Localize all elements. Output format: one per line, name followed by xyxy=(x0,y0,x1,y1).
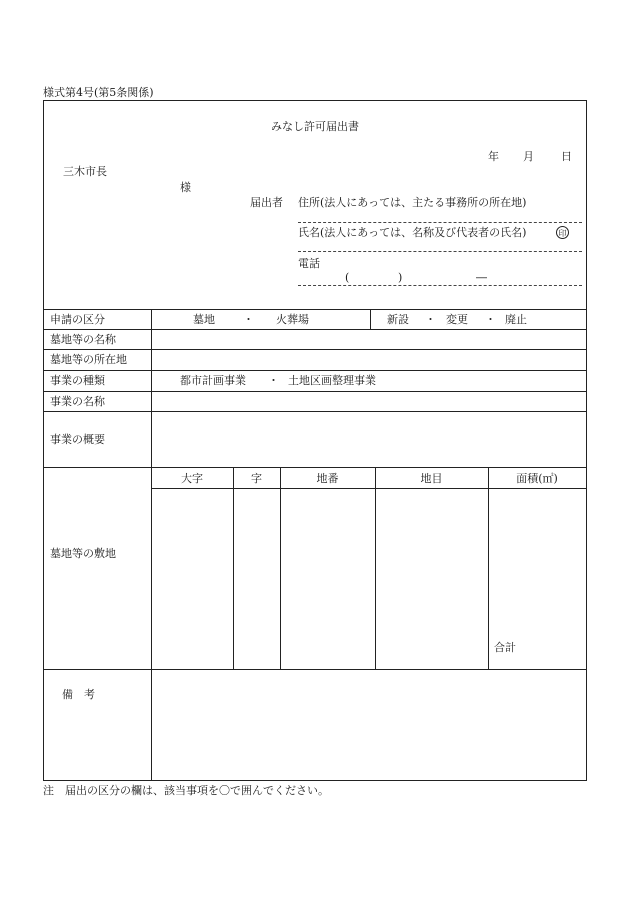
phone-close-paren: ) xyxy=(398,271,403,284)
project-type-option-urban-planning[interactable]: 都市計画事業 xyxy=(180,374,246,387)
land-column-divider xyxy=(375,467,376,669)
land-header-divider xyxy=(151,488,587,489)
land-col-land-category: 地目 xyxy=(420,472,443,485)
category-option-cemetery[interactable]: 墓地 xyxy=(193,313,215,326)
remarks-label: 備 考 xyxy=(62,688,95,701)
date-year: 年 xyxy=(488,150,499,163)
category-separator: ・ xyxy=(243,313,254,326)
phone-open-paren: ( xyxy=(345,271,350,284)
footnote: 注 届出の区分の欄は、該当事項を〇で囲んでください。 xyxy=(43,784,329,797)
phone-dash: ― xyxy=(476,271,487,284)
project-type-option-land-readjustment[interactable]: 土地区画整理事業 xyxy=(288,374,376,387)
form-title: みなし許可届出書 xyxy=(271,120,359,133)
site-location-field[interactable] xyxy=(152,350,586,370)
type-option-abolish[interactable]: 廃止 xyxy=(505,313,527,326)
land-col-area: 面積(㎡) xyxy=(516,472,558,485)
type-option-change[interactable]: 変更 xyxy=(446,313,468,326)
project-summary-label: 事業の概要 xyxy=(50,433,105,446)
land-column-divider xyxy=(488,467,489,669)
land-col-lot-number: 地番 xyxy=(316,472,339,485)
name-field[interactable] xyxy=(298,251,582,252)
seal-mark: 印 xyxy=(556,226,569,239)
category-option-crematorium[interactable]: 火葬場 xyxy=(276,313,309,326)
row-divider xyxy=(43,467,587,468)
row-divider xyxy=(43,309,587,310)
site-name-label: 墓地等の名称 xyxy=(50,333,116,346)
notifier-label: 届出者 xyxy=(250,196,283,209)
site-land-label: 墓地等の敷地 xyxy=(50,547,116,560)
area-total-label: 合計 xyxy=(494,641,516,654)
date-day: 日 xyxy=(561,150,572,163)
category-label: 申請の区分 xyxy=(50,313,105,326)
remarks-field[interactable] xyxy=(152,670,586,780)
addressee: 三木市長 xyxy=(63,165,107,178)
site-location-label: 墓地等の所在地 xyxy=(50,353,127,366)
project-summary-field[interactable] xyxy=(152,412,586,467)
project-name-field[interactable] xyxy=(152,392,586,411)
address-label: 住所(法人にあっては、主たる事務所の所在地) xyxy=(298,196,527,209)
name-label: 氏名(法人にあっては、名称及び代表者の氏名) xyxy=(298,226,527,239)
land-column-divider xyxy=(233,467,234,669)
category-divider xyxy=(370,309,371,329)
land-column-divider xyxy=(280,467,281,669)
land-col-aza: 字 xyxy=(251,472,262,485)
row-divider xyxy=(43,370,587,371)
address-field[interactable] xyxy=(298,222,582,223)
phone-field[interactable] xyxy=(298,285,582,286)
type-separator: ・ xyxy=(485,313,496,326)
date-month: 月 xyxy=(523,150,534,163)
site-name-field[interactable] xyxy=(152,330,586,349)
phone-label: 電話 xyxy=(298,257,320,270)
project-type-separator: ・ xyxy=(268,374,279,387)
type-option-new[interactable]: 新設 xyxy=(387,313,409,326)
project-type-label: 事業の種類 xyxy=(50,374,105,387)
project-name-label: 事業の名称 xyxy=(50,395,105,408)
form-reference: 様式第4号(第5条関係) xyxy=(43,86,154,99)
type-separator: ・ xyxy=(425,313,436,326)
land-col-oaza: 大字 xyxy=(181,472,203,485)
honorific: 様 xyxy=(180,181,191,194)
